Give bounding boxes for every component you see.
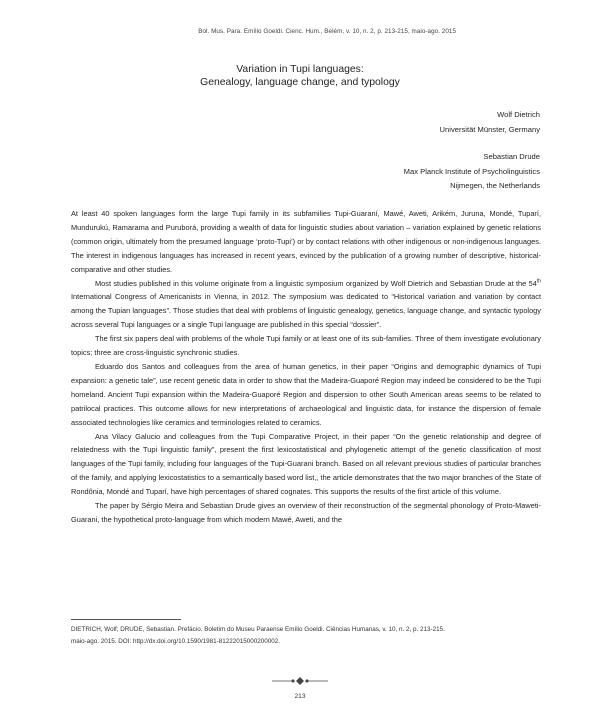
citation-footnote xyxy=(71,624,541,648)
title-line-1: Variation in Tupi languages: xyxy=(236,64,364,75)
footnote-line-2: maio-ago. 2015. DOI: http://dx.doi.org/10.1590/1981-81222015000200002. xyxy=(71,638,281,645)
author-name: Wolf Dietrich xyxy=(497,110,540,119)
author-affiliation: Universität Münster, Germany xyxy=(439,124,540,134)
author-affiliation: Max Planck Institute of Psycholinguistics xyxy=(403,166,540,176)
author-block-dietrich xyxy=(440,108,540,137)
author-name: Sebastian Drude xyxy=(483,152,540,161)
footnote-rule xyxy=(71,619,181,620)
footnote-line-1: DIETRICH, Wolf; DRUDE, Sebastian. Prefácio. Boletim do Museu Paraense Emílio Goeldi. Ciências Humanas, v. 10, n. 2, p. 213-215. xyxy=(71,626,445,633)
page-number: 213 xyxy=(294,693,306,700)
paragraph-4: Eduardo dos Santos and colleagues from the area of human genetics, in their paper “Origins and demographic dynamics of Tupi expansion: a genetic tale”, use recent genetic data in order to show that the Madeira-Guaporé Region may indeed be considered to be the Tupi homeland. Ancient Tupi expansion within the Madeira-Guaporé Region and dispersion to other South American areas seems to be related to patrilocal practices. This outcome allows for new interpretations of archaeological and linguistic data, for instance the dispersion of female associated technologies like ceramics and terminologies related to ceramics. xyxy=(71,361,541,427)
paragraph-6: The paper by Sérgio Meira and Sebastian Drude gives an overview of their reconstruction of the segmental phonology of Proto-Maweti-Guarani, the hypothetical proto-language from which modern Mawé, Aweti, and the xyxy=(71,501,541,524)
title-line-2: Genealogy, language change, and typology xyxy=(200,77,400,88)
running-head: Bol. Mus. Para. Emílio Goeldi. Cienc. Hum., Belém, v. 10, n. 2, p. 213-215, maio-ago. 2015 xyxy=(198,28,456,35)
paragraph-2 xyxy=(71,277,541,333)
paragraph-3: The first six papers deal with problems of the whole Tupi family or at least one of its sub-families. Three of them investigate evolutionary topics; three are cross-linguistic synchronic studies. xyxy=(71,334,541,358)
paragraph-1: At least 40 spoken languages form the large Tupi family in its subfamilies Tupi-Guaraní, Mawé, Aweti, Arikém, Juruna, Mondé, Tuparí, Mundurukú, Ramarama and Puruborá, providing a wealth of data for linguistic studies about variation – variation explained by genetic relations (common origin, ultimately from the presumed language ‘proto-Tupi’) or by contact relations with other indigenous or non-indigenous languages. The interest in indigenous languages has increased in recent years, evinced by the publication of a growing number of descriptive, historical-comparative and other studies. xyxy=(71,209,541,274)
ordinal-superscript: th xyxy=(536,278,541,285)
author-block-drude xyxy=(404,150,540,194)
author-affiliation-city: Nijmegen, the Netherlands xyxy=(450,181,540,191)
article-title xyxy=(0,63,600,89)
paragraph-2-start: Most studies published in this volume originate from a linguistic symposium organized by Wolf Dietrich and Sebastian Drude at the 54 xyxy=(95,278,537,288)
paragraph-5: Ana Vilacy Galucio and colleagues from the Tupi Comparative Project, in their paper “On the genetic relationship and degree of relatedness with the Tupi linguistic family”, present the first lexicostatistical and phylogenetic attempt of the genetic classification of most languages of the Tupi family, including four languages of the Tupi-Guarani branch. Based on all relevant previous studies of particular branches of the family, and applying lexicostatistics to a semantically based word list,, the article demonstrates that the two major branches of the State of Rondônia, Mondé and Tuparí, have high percentages of shared cognates. This supports the results of the first article of this volume. xyxy=(71,431,541,497)
paragraph-2-end: International Congress of Americanists in Vienna, in 2012. The symposium was dedicated to “Historical variation and variation by contact among the Tupian languages”. Those studies that deal with problems of linguistic genealogy, genetics, language change, and syntactic typology across several Tupi languages or a single Tupi language are published in this special “dossier”. xyxy=(71,292,541,330)
ornament-icon xyxy=(270,676,330,686)
article-body xyxy=(71,207,541,527)
